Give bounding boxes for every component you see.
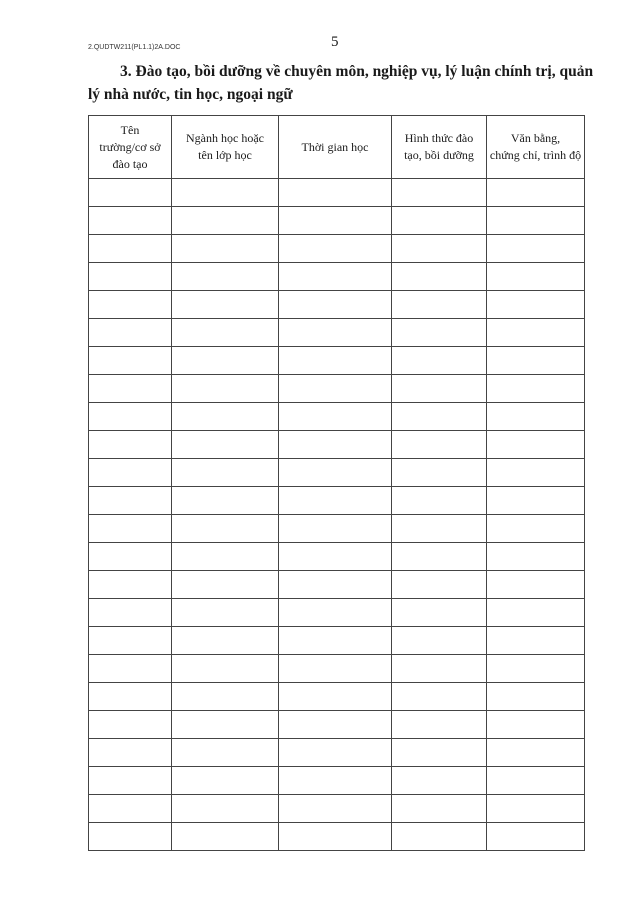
table-row xyxy=(89,487,585,515)
table-cell xyxy=(279,739,392,767)
table-cell xyxy=(279,459,392,487)
table-cell xyxy=(89,375,172,403)
table-cell xyxy=(487,823,585,851)
table-cell xyxy=(279,543,392,571)
table-cell xyxy=(392,235,487,263)
table-cell xyxy=(172,767,279,795)
table-cell xyxy=(279,179,392,207)
table-cell xyxy=(392,459,487,487)
table-cell xyxy=(392,711,487,739)
table-cell xyxy=(89,403,172,431)
table-cell xyxy=(172,543,279,571)
table-cell xyxy=(487,319,585,347)
table-row xyxy=(89,515,585,543)
table-row xyxy=(89,235,585,263)
column-header-line: đào tạo xyxy=(112,156,148,171)
table-cell xyxy=(487,543,585,571)
table-cell xyxy=(172,347,279,375)
table-cell xyxy=(172,627,279,655)
table-cell xyxy=(89,823,172,851)
table-cell xyxy=(89,207,172,235)
table-cell xyxy=(279,347,392,375)
table-cell xyxy=(172,319,279,347)
table-cell xyxy=(392,263,487,291)
table-cell xyxy=(172,403,279,431)
table-cell xyxy=(392,599,487,627)
table-cell xyxy=(392,375,487,403)
table-cell xyxy=(487,599,585,627)
table-cell xyxy=(487,767,585,795)
table-cell xyxy=(89,319,172,347)
table-cell xyxy=(487,795,585,823)
table-cell xyxy=(487,403,585,431)
table-cell xyxy=(392,767,487,795)
table-cell xyxy=(392,291,487,319)
table-cell xyxy=(392,795,487,823)
table-cell xyxy=(487,207,585,235)
table-cell xyxy=(279,375,392,403)
table-cell xyxy=(172,739,279,767)
table-cell xyxy=(89,711,172,739)
table-cell xyxy=(392,823,487,851)
table-row xyxy=(89,459,585,487)
column-header xyxy=(89,116,172,179)
table-row xyxy=(89,179,585,207)
table-cell xyxy=(279,319,392,347)
table-row xyxy=(89,291,585,319)
table-cell xyxy=(279,431,392,459)
table-cell xyxy=(392,515,487,543)
table-cell xyxy=(172,711,279,739)
table-cell xyxy=(89,571,172,599)
table-cell xyxy=(172,459,279,487)
table-cell xyxy=(172,263,279,291)
table-cell xyxy=(279,263,392,291)
table-cell xyxy=(279,823,392,851)
table-cell xyxy=(487,487,585,515)
table-row xyxy=(89,795,585,823)
table-cell xyxy=(487,711,585,739)
column-header xyxy=(172,116,279,179)
table-cell xyxy=(172,655,279,683)
column-header-line: chứng chỉ, trình độ xyxy=(489,148,582,162)
table-cell xyxy=(89,627,172,655)
table-cell xyxy=(392,319,487,347)
table-cell xyxy=(487,291,585,319)
table-cell xyxy=(279,291,392,319)
table-cell xyxy=(279,683,392,711)
table-cell xyxy=(487,347,585,375)
table-cell xyxy=(172,291,279,319)
table-cell xyxy=(487,375,585,403)
table-row xyxy=(89,347,585,375)
table-row xyxy=(89,711,585,739)
table-cell xyxy=(487,571,585,599)
table-cell xyxy=(392,347,487,375)
table-cell xyxy=(89,347,172,375)
table-body xyxy=(89,179,585,851)
table-cell xyxy=(89,599,172,627)
table-cell xyxy=(279,207,392,235)
table-cell xyxy=(279,571,392,599)
table-cell xyxy=(487,739,585,767)
table-row xyxy=(89,627,585,655)
table-cell xyxy=(487,263,585,291)
table-cell xyxy=(487,683,585,711)
table-cell xyxy=(89,683,172,711)
table-row xyxy=(89,599,585,627)
table-cell xyxy=(487,235,585,263)
table-cell xyxy=(392,179,487,207)
table-cell xyxy=(487,459,585,487)
table-cell xyxy=(487,431,585,459)
table-cell xyxy=(172,515,279,543)
table-cell xyxy=(279,711,392,739)
table-cell xyxy=(89,739,172,767)
section-heading xyxy=(88,60,608,106)
table-cell xyxy=(89,459,172,487)
table-cell xyxy=(392,627,487,655)
table-cell xyxy=(487,627,585,655)
table-cell xyxy=(172,431,279,459)
table-cell xyxy=(279,627,392,655)
table-cell xyxy=(172,571,279,599)
table-cell xyxy=(392,739,487,767)
table-row xyxy=(89,683,585,711)
table-cell xyxy=(392,207,487,235)
column-header xyxy=(392,116,487,179)
table-row xyxy=(89,767,585,795)
table-cell xyxy=(279,235,392,263)
table-row xyxy=(89,207,585,235)
table-cell xyxy=(487,515,585,543)
table-cell xyxy=(487,655,585,683)
column-header-line: Hình thức đào xyxy=(404,131,474,145)
table-cell xyxy=(392,487,487,515)
table-cell xyxy=(279,515,392,543)
column-header-line: Văn bằng, xyxy=(510,131,561,145)
training-table xyxy=(88,115,585,851)
table-cell xyxy=(392,543,487,571)
table-cell xyxy=(279,403,392,431)
column-header-line: tạo, bồi dưỡng xyxy=(404,148,474,162)
table-cell xyxy=(172,599,279,627)
table-cell xyxy=(89,263,172,291)
table-cell xyxy=(89,515,172,543)
table-cell xyxy=(172,683,279,711)
table-cell xyxy=(279,767,392,795)
table-cell xyxy=(89,431,172,459)
table-cell xyxy=(279,487,392,515)
table-row xyxy=(89,823,585,851)
table-cell xyxy=(172,375,279,403)
table-row xyxy=(89,543,585,571)
table-cell xyxy=(89,543,172,571)
document-code: 2.QUDTW211(PL1.1)2A.DOC xyxy=(88,44,181,51)
table-cell xyxy=(89,179,172,207)
table-cell xyxy=(172,235,279,263)
table-cell xyxy=(487,179,585,207)
column-header-line: tên lớp học xyxy=(198,148,252,162)
table-cell xyxy=(279,795,392,823)
column-header-line: Ngành học hoặc xyxy=(186,131,264,145)
table-cell xyxy=(89,767,172,795)
table-row xyxy=(89,739,585,767)
table-row xyxy=(89,431,585,459)
table-row xyxy=(89,319,585,347)
table-cell xyxy=(89,235,172,263)
column-header-line: Tên xyxy=(120,122,140,137)
table-cell xyxy=(172,795,279,823)
column-header-line: Thời gian học xyxy=(301,139,369,154)
table-cell xyxy=(89,655,172,683)
table-cell xyxy=(392,683,487,711)
table-cell xyxy=(172,823,279,851)
column-header xyxy=(487,116,585,179)
table-cell xyxy=(89,487,172,515)
table-row xyxy=(89,655,585,683)
table-cell xyxy=(172,207,279,235)
table-row xyxy=(89,571,585,599)
table-cell xyxy=(392,403,487,431)
table-row xyxy=(89,375,585,403)
page-number: 5 xyxy=(331,34,339,50)
table-cell xyxy=(392,571,487,599)
column-header xyxy=(279,116,392,179)
table-cell xyxy=(279,655,392,683)
table-header-row xyxy=(89,116,585,179)
table-row xyxy=(89,263,585,291)
section-heading-line-1: 3. Đào tạo, bồi dưỡng về chuyên môn, nghiệp vụ, lý luận chính trị, quản xyxy=(120,63,594,80)
section-heading-line-2: lý nhà nước, tin học, ngoại ngữ xyxy=(88,86,293,103)
table-cell xyxy=(172,179,279,207)
table-cell xyxy=(89,291,172,319)
table-cell xyxy=(392,655,487,683)
table-cell xyxy=(392,431,487,459)
table-cell xyxy=(279,599,392,627)
column-header-line: trường/cơ sở xyxy=(99,139,161,154)
table-cell xyxy=(172,487,279,515)
table-row xyxy=(89,403,585,431)
table-cell xyxy=(89,795,172,823)
